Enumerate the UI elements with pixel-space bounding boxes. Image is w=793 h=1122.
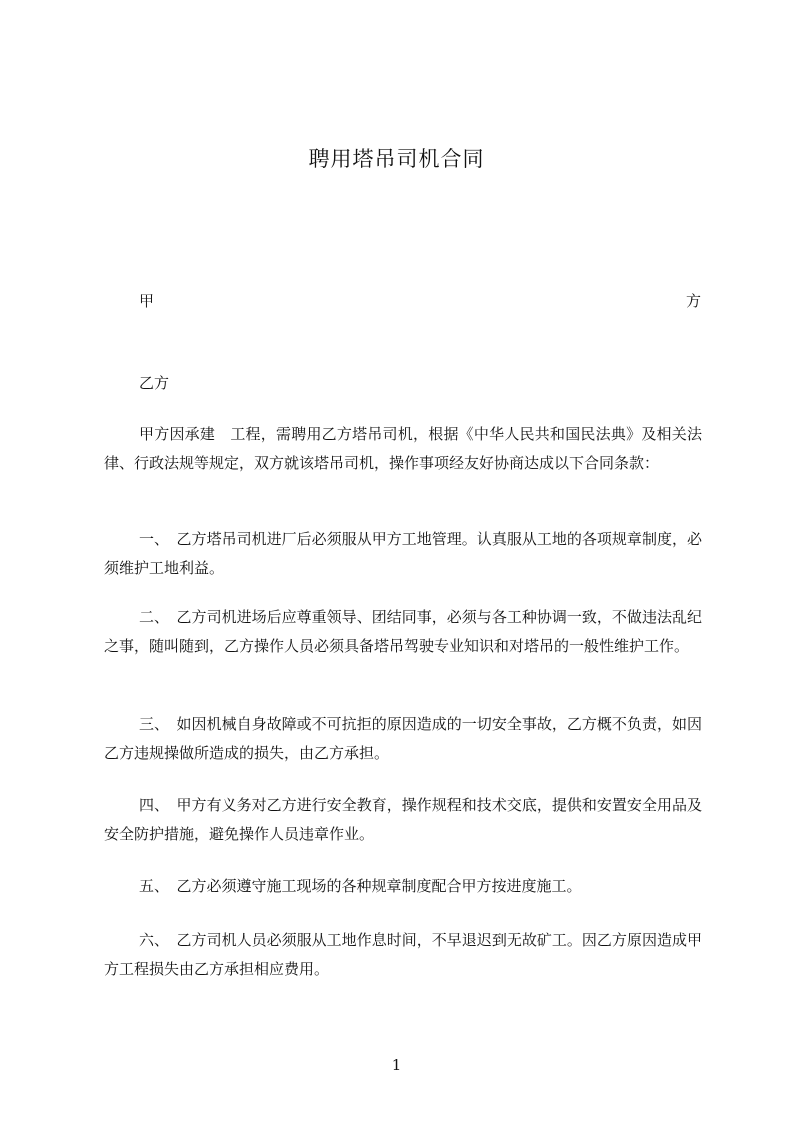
document-title: 聘用塔吊司机合同 bbox=[308, 147, 485, 171]
party-b-label: 乙方 bbox=[139, 374, 170, 392]
preamble-paragraph: 甲方因承建 工程，需聘用乙方塔吊司机，根据《中华人民共和国民法典》及相关法律、行政法规等规定，双方就该塔吊司机，操作事项经友好协商达成以下合同条款： bbox=[104, 425, 702, 472]
page-number: 1 bbox=[391, 1056, 402, 1074]
clause-4: 四、 甲方有义务对乙方进行安全教育，操作规程和技术交底，提供和安置安全用品及安全防护措施，避免操作人员违章作业。 bbox=[104, 796, 702, 843]
clause-2: 二、 乙方司机进场后应尊重领导、团结同事，必须与各工种协调一致，不做违法乱纪之事，随叫随到，乙方操作人员必须具备塔吊驾驶专业知识和对塔吊的一般性维护工作。 bbox=[104, 608, 702, 655]
party-a-label-left: 甲 bbox=[139, 292, 155, 310]
clause-5: 五、 乙方必须遵守施工现场的各种规章制度配合甲方按进度施工。 bbox=[139, 877, 582, 895]
clause-6: 六、 乙方司机人员必须服从工地作息时间，不早退迟到无故矿工。因乙方原因造成甲方工程损失由乙方承担相应费用。 bbox=[104, 931, 702, 978]
party-b-line bbox=[139, 373, 701, 393]
party-a-label-right: 方 bbox=[685, 292, 701, 310]
clause-1: 一、 乙方塔吊司机进厂后必须服从甲方工地管理。认真服从工地的各项规章制度，必须维护工地利益。 bbox=[104, 530, 702, 577]
clause-3: 三、 如因机械自身故障或不可抗拒的原因造成的一切安全事故，乙方概不负责，如因乙方违规操做所造成的损失，由乙方承担。 bbox=[104, 715, 702, 762]
